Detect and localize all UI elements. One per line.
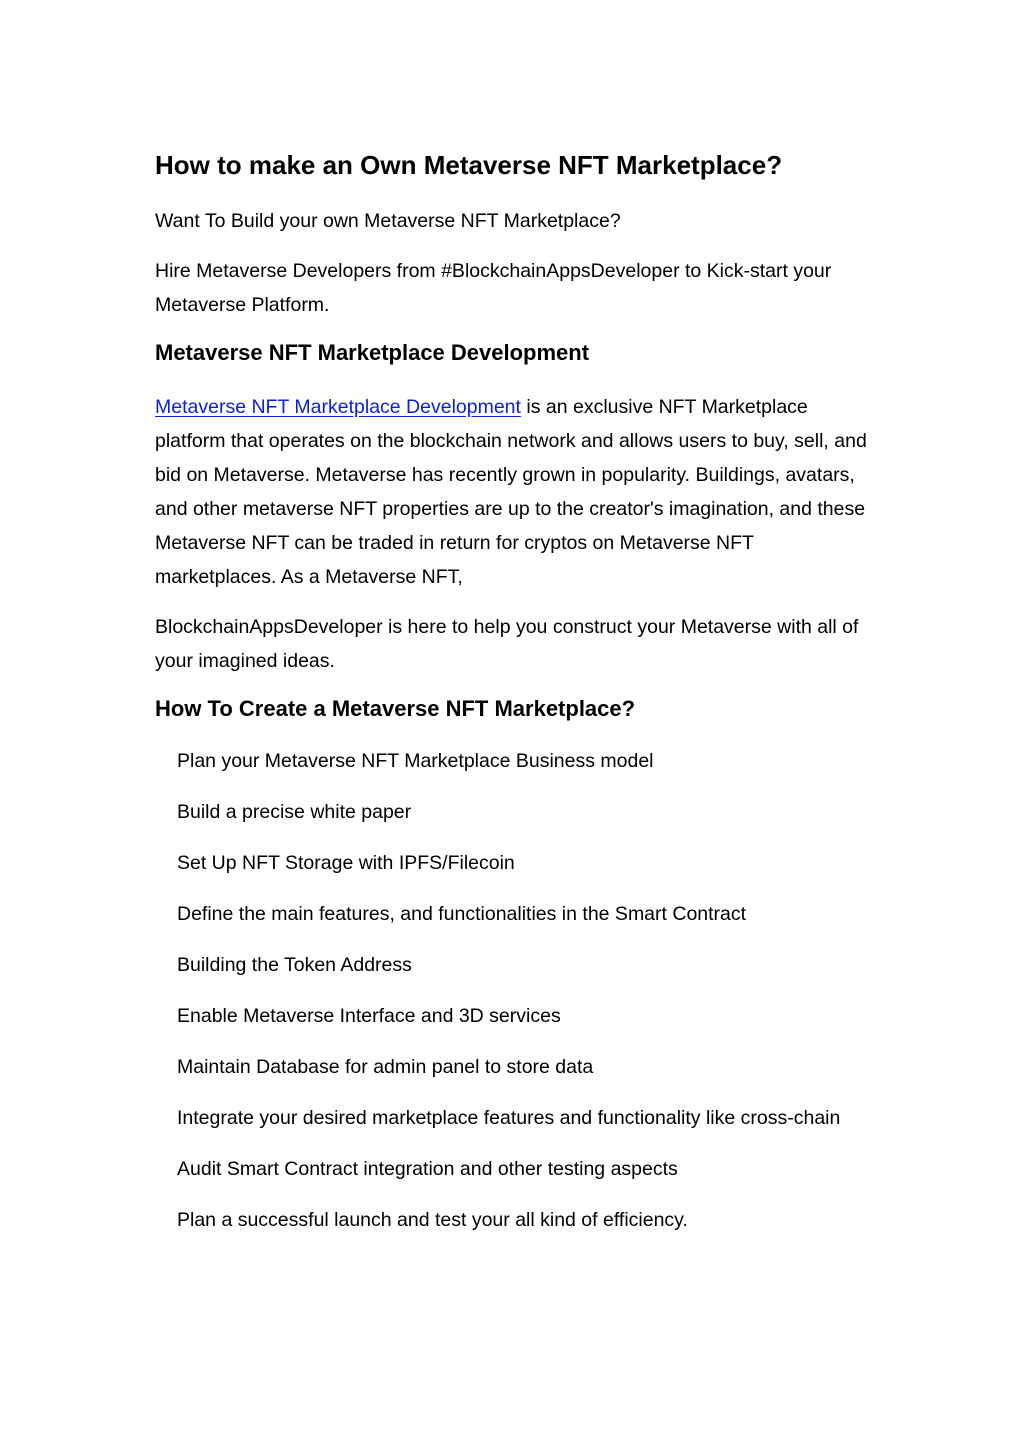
- development-link[interactable]: Metaverse NFT Marketplace Development: [155, 396, 521, 418]
- step-item: Plan a successful launch and test your all kind of efficiency.: [177, 1209, 688, 1231]
- step-item: Building the Token Address: [177, 954, 412, 976]
- step-item: Audit Smart Contract integration and other testing aspects: [177, 1158, 678, 1180]
- section-heading-how-to-create: How To Create a Metaverse NFT Marketplace?: [155, 696, 636, 721]
- step-item: Set Up NFT Storage with IPFS/Filecoin: [177, 852, 515, 874]
- step-item: Integrate your desired marketplace features and functionality like cross-chain: [177, 1107, 841, 1129]
- step-item: Enable Metaverse Interface and 3D services: [177, 1005, 561, 1027]
- development-paragraph-1: [155, 390, 873, 594]
- page-title: How to make an Own Metaverse NFT Marketplace?: [155, 150, 783, 180]
- intro-paragraph-2: Hire Metaverse Developers from #BlockchainAppsDeveloper to Kick-start your Metaverse Platform.: [155, 260, 832, 316]
- step-item: Plan your Metaverse NFT Marketplace Business model: [177, 750, 654, 772]
- step-item: Maintain Database for admin panel to store data: [177, 1056, 594, 1078]
- section-heading-development: Metaverse NFT Marketplace Development: [155, 340, 590, 365]
- document-page: [155, 148, 873, 1254]
- step-item: Define the main features, and functionalities in the Smart Contract: [177, 903, 747, 925]
- steps-list: [155, 744, 873, 1237]
- intro-paragraph-1: Want To Build your own Metaverse NFT Marketplace?: [155, 210, 621, 232]
- development-paragraph-2: BlockchainAppsDeveloper is here to help you construct your Metaverse with all of your imagined ideas.: [155, 616, 859, 672]
- development-paragraph-1-text: is an exclusive NFT Marketplace platform that operates on the blockchain network and allows users to buy, sell, and bid on Metaverse. Metaverse has recently grown in popularity. Buildings, avatars, and other metaverse NFT properties are up to the creator's imagination, and these Metaverse NFT can be traded in return for cryptos on Metaverse NFT marketplaces. As a Metaverse NFT,: [155, 396, 867, 588]
- step-item: Build a precise white paper: [177, 801, 412, 823]
